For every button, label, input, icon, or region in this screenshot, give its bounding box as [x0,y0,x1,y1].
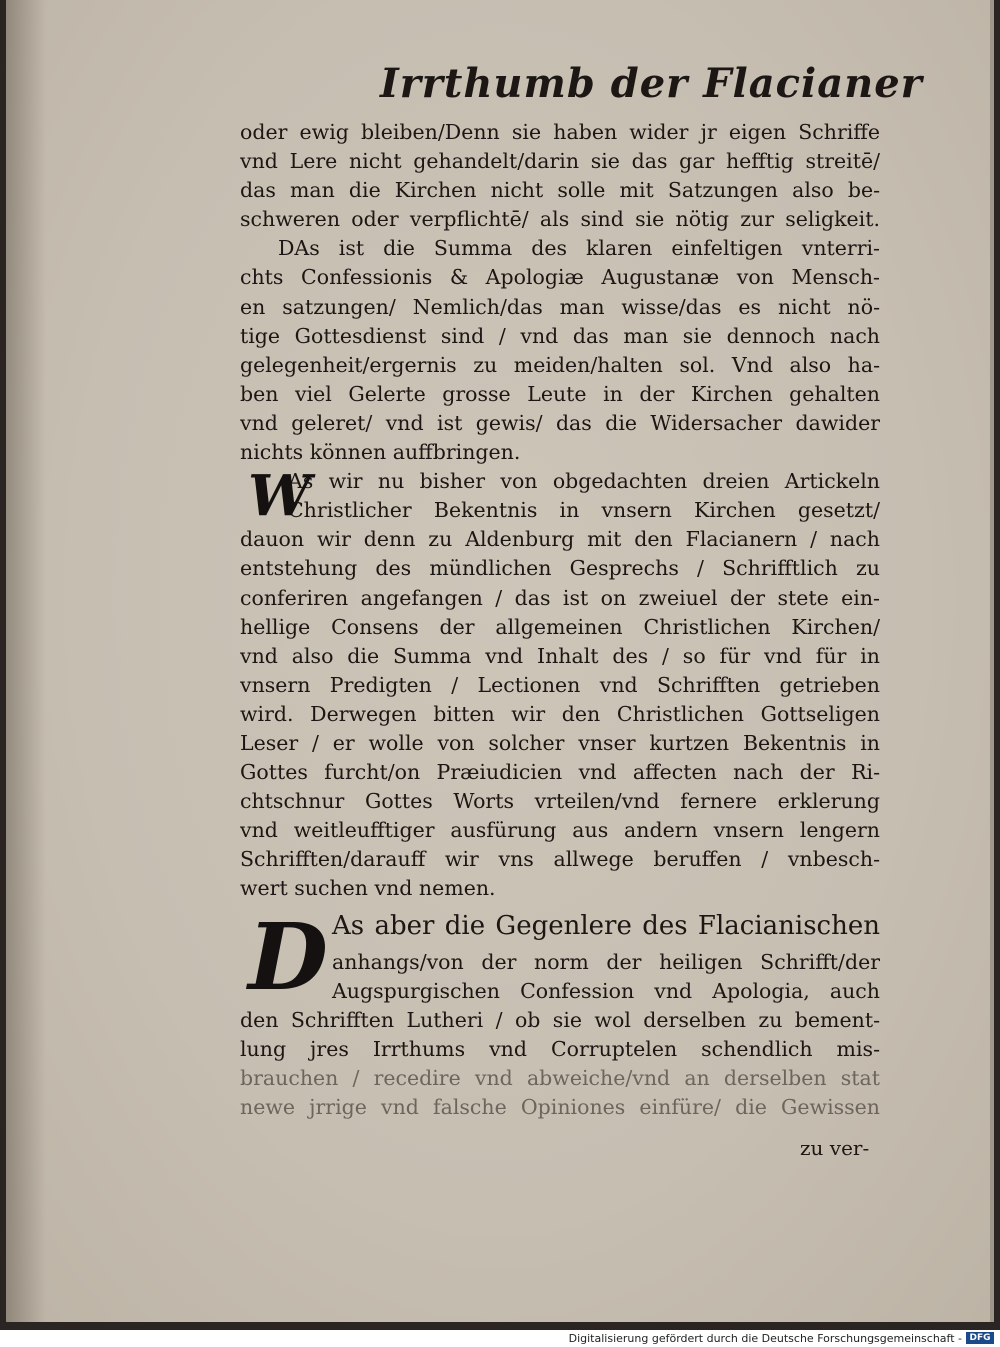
initial-letter-w: W [248,463,311,529]
footer-credit: Digitalisierung gefördert durch die Deutsche Forschungsgemeinschaft - [568,1332,962,1345]
text-line: Leser / er wolle von solcher vnser kurtzen Bekentnis in [240,730,880,755]
text-line: vnd also die Summa vnd Inhalt des / so für vnd für in [240,643,880,668]
text-line: dauon wir denn zu Aldenburg mit den Flacianern / nach [240,527,880,552]
text-line: conferiren angefangen / das ist on zweiuel der stete ein- [240,585,880,610]
decorated-initial-d: D [248,903,328,1011]
text-line: den Schrifften Lutheri / ob sie wol derselben zu bement- [240,1007,880,1032]
catchword: zu ver- [800,1136,870,1160]
running-head: Irrthumb der Flacianer [380,60,923,107]
text-line: wert suchen vnd nemen. [240,876,496,901]
text-line: wird. Derwegen bitten wir den Christlichen Gottseligen [240,701,880,726]
text-line: vnsern Predigten / Lectionen vnd Schrifften getrieben [240,672,880,697]
text-line: Christlicher Bekentnis in vnsern Kirchen gesetzt/ [288,498,880,523]
text-line: schweren oder verpflichtē/ als sind sie nötig zur seligkeit. [240,207,880,232]
dfg-logo: DFG [966,1332,994,1344]
text-line: gelegenheit/ergernis zu meiden/halten sol. Vnd also ha- [240,352,880,377]
paragraph-1 [240,118,880,234]
text-line: das man die Kirchen nicht solle mit Satzungen also be- [240,178,880,203]
text-line: ben viel Gelerte grosse Leute in der Kirchen gehalten [240,381,880,406]
text-line: newe jrrige vnd falsche Opiniones einfüre/ die Gewissen [240,1095,880,1119]
text-line: en satzungen/ Nemlich/das man wisse/das es nicht nö- [240,294,880,319]
text-line: hellige Consens der allgemeinen Christlichen Kirchen/ [240,614,880,639]
text-line: vnd weitleufftiger ausfürung aus andern vnsern lengern [240,818,880,843]
text-line: As wir nu bisher von obgedachten dreien Artickeln [288,469,880,494]
text-line: Gottes furcht/on Præiudicien vnd affecten nach der Ri- [240,760,880,785]
paragraph-3 [240,463,880,903]
footer-bar [0,1330,1000,1347]
text-line: lung jres Irrthums vnd Corruptelen schendlich mis- [240,1036,880,1061]
text-line: Augspurgischen Confession vnd Apologia, auch [332,978,880,1003]
text-line: anhangs/von der norm der heiligen Schrifft/der [332,949,880,974]
paragraph-2 [240,234,880,467]
text-line: oder ewig bleiben/Denn sie haben wider jr eigen Schriffe [240,120,880,144]
text-line: DAs ist die Summa des klaren einfeltigen vnterri- [278,236,880,261]
text-line: entstehung des mündlichen Gesprechs / Schrifftlich zu [240,556,880,581]
text-line: chtschnur Gottes Worts vrteilen/vnd fernere erklerung [240,789,880,814]
text-line: brauchen / recedire vnd abweiche/vnd an derselben stat [240,1065,880,1090]
text-line: nichts können auffbringen. [240,440,521,465]
text-line: vnd Lere nicht gehandelt/darin sie das gar hefftig streitē/ [240,149,880,174]
gutter-shadow [6,0,46,1322]
text-line: tige Gottesdienst sind / vnd das man sie dennoch nach [240,323,880,348]
text-line: chts Confessionis & Apologiæ Augustanæ von Mensch- [240,265,880,290]
text-line: As aber die Gegenlere des Flacianischen [332,910,880,941]
text-line: vnd geleret/ vnd ist gewis/ das die Widersacher dawider [240,410,880,435]
text-line: Schrifften/darauff wir vns allwege beruffen / vnbesch- [240,847,880,872]
